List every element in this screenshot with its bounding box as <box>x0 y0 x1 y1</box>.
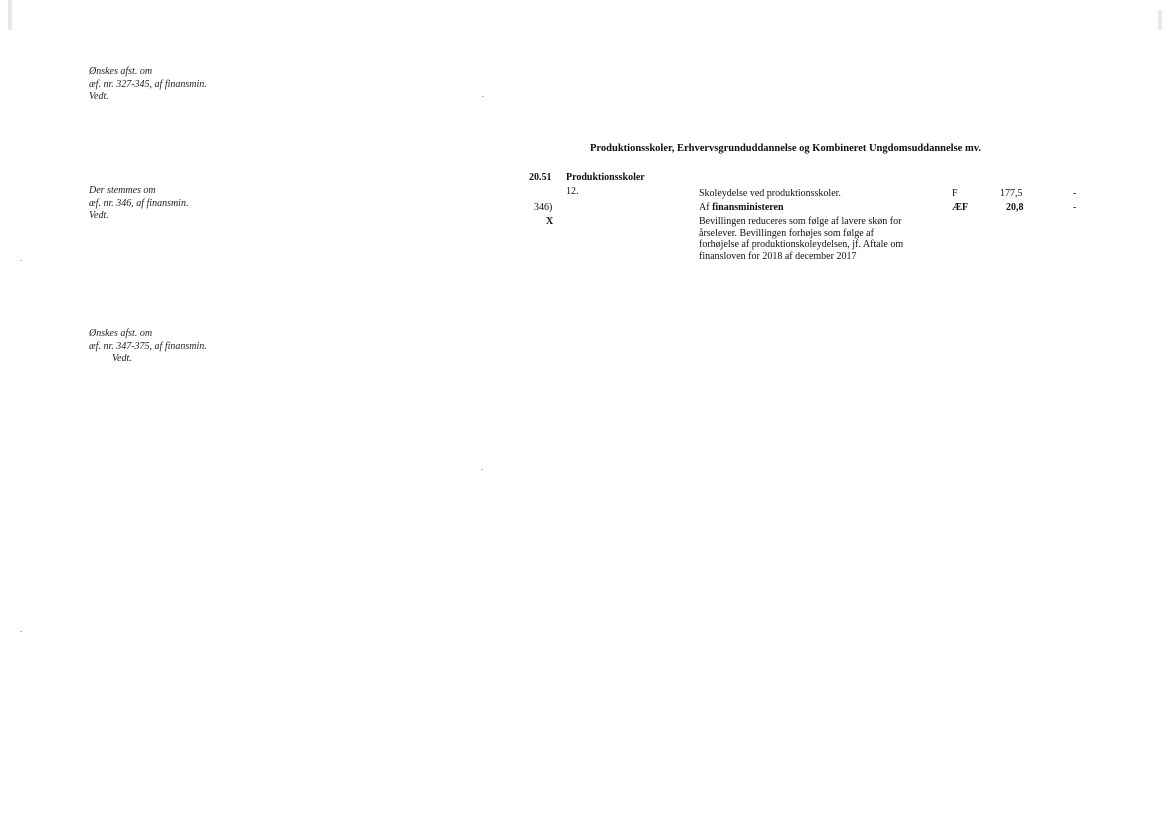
margin-note-line: Vedt. <box>89 210 109 221</box>
margin-note-line: Ønskes afst. om <box>89 328 153 339</box>
row-description-prefix: Af <box>699 202 713 213</box>
scan-edge-mark <box>1158 10 1162 30</box>
row-description: Skoleydelse ved produktionsskoler. <box>699 188 841 199</box>
note-line: Bevillingen reduceres som følge af lavere skøn for <box>699 216 902 227</box>
section-title: Produktionsskoler, Erhvervsgrunduddannelse og Kombineret Ungdomsuddannelse mv. <box>590 143 982 154</box>
margin-note-line: Vedt. <box>89 91 109 102</box>
row-description-bold: finansministeren <box>712 202 784 213</box>
row-extra: - <box>1073 202 1077 213</box>
row-type: ÆF <box>952 202 969 213</box>
note-line: forhøjelse af produktionskoleydelsen, jf. Aftale om <box>699 239 904 250</box>
row-type: F <box>952 188 958 199</box>
account-number: 20.51 <box>529 172 552 183</box>
scan-edge-mark <box>8 0 12 30</box>
margin-note-line: Vedt. <box>112 353 132 364</box>
account-name: Produktionsskoler <box>566 172 645 183</box>
scan-speck <box>20 631 22 632</box>
row-amount: 177,5 <box>1000 188 1023 199</box>
margin-note-3 <box>89 328 207 366</box>
note-line: finansloven for 2018 af december 2017 <box>699 250 857 262</box>
scan-speck <box>481 469 483 470</box>
row-amount: 20,8 <box>1006 202 1024 213</box>
margin-note-2 <box>89 185 188 223</box>
amendment-note <box>699 216 903 262</box>
note-line: årselever. Bevillingen forhøjes som følge af <box>699 227 874 239</box>
scan-speck <box>20 260 22 261</box>
row-description <box>699 202 784 214</box>
margin-note-1 <box>89 66 207 104</box>
row-extra: - <box>1073 188 1077 199</box>
scan-speck <box>482 96 484 97</box>
amendment-ref: 346) <box>534 202 553 213</box>
margin-note-line: æf. nr. 347-375, af finansmin. <box>89 340 207 352</box>
subaccount-number: 12. <box>566 186 579 197</box>
margin-note-line: æf. nr. 327-345, af finansmin. <box>89 78 207 90</box>
margin-note-line: Ønskes afst. om <box>89 66 153 77</box>
margin-note-line: Der stemmes om <box>89 185 156 196</box>
margin-note-line: æf. nr. 346, af finansmin. <box>89 197 189 209</box>
marker-x: X <box>546 216 554 227</box>
